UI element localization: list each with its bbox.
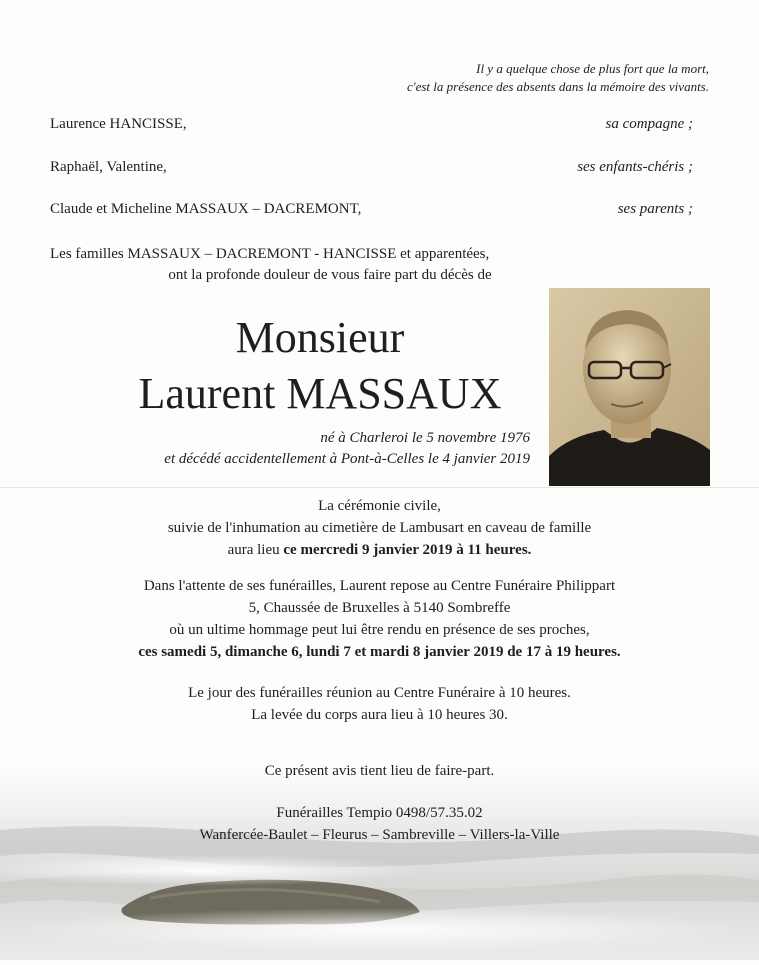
undertaker-line-2: Wanfercée-Baulet – Fleurus – Sambreville – Villers-la-Ville [199,827,560,843]
portrait-photo [549,288,710,486]
deceased-dates [50,428,530,470]
visitation-dates: ces samedi 5, dimanche 6, lundi 7 et mardi 8 janvier 2019 de 17 à 19 heures. [138,644,621,660]
seascape-background [0,770,759,960]
funeral-day-line-2: La levée du corps aura lieu à 10 heures 30. [251,707,508,723]
family-relation: ses enfants-chéris ; [577,159,693,175]
families-line-2: ont la profonde douleur de vous faire part du décès de [168,267,492,283]
ceremony-date: ce mercredi 9 janvier 2019 à 11 heures. [283,542,532,558]
section-divider [0,487,759,488]
family-row-parents [50,201,693,223]
notice-line: Ce présent avis tient lieu de faire-part. [264,763,495,779]
visitation-section [0,575,759,663]
visitation-line-3: où un ultime hommage peut lui être rendu en présence de ses proches, [169,622,590,638]
families-line-1: Les familles MASSAUX – DACREMONT - HANCISSE et apparentées, [50,246,490,262]
ceremony-line-3 [0,539,759,561]
family-row-partner [50,116,693,138]
funeral-day-line-1: Le jour des funérailles réunion au Centre Funéraire à 10 heures. [188,685,571,701]
visitation-line-2: 5, Chaussée de Bruxelles à 5140 Sombreffe [248,600,511,616]
death-line: et décédé accidentellement à Pont-à-Celles le 4 janvier 2019 [164,451,530,467]
seascape-image [0,770,759,960]
epigraph [407,60,709,96]
birth-line: né à Charleroi le 5 novembre 1976 [320,430,530,446]
visitation-line-1: Dans l'attente de ses funérailles, Laurent repose au Centre Funéraire Philippart [143,578,616,594]
family-name: Raphaël, Valentine, [50,159,167,175]
undertaker-section [0,802,759,846]
ceremony-intro: aura lieu [227,542,284,558]
family-name: Claude et Micheline MASSAUX – DACREMONT, [50,201,362,217]
family-row-children [50,159,693,181]
family-relation: sa compagne ; [605,116,693,132]
epigraph-line-1: Il y a quelque chose de plus fort que la mort, [476,61,709,76]
undertaker-line-1: Funérailles Tempio 0498/57.35.02 [276,805,483,821]
families-announcement [50,244,610,286]
deceased-name: Laurent MASSAUX [138,369,502,418]
portrait-image [549,288,710,486]
ceremony-line-1: La cérémonie civile, [318,498,441,514]
deceased-honorific: Monsieur [235,313,405,362]
funeral-day-section [0,682,759,726]
ceremony-line-2: suivie de l'inhumation au cimetière de Lambusart en caveau de famille [167,520,592,536]
family-relation: ses parents ; [617,201,693,217]
ceremony-section [0,495,759,561]
epigraph-line-2: c'est la présence des absents dans la mémoire des vivants. [407,79,709,94]
family-name: Laurence HANCISSE, [50,116,187,132]
